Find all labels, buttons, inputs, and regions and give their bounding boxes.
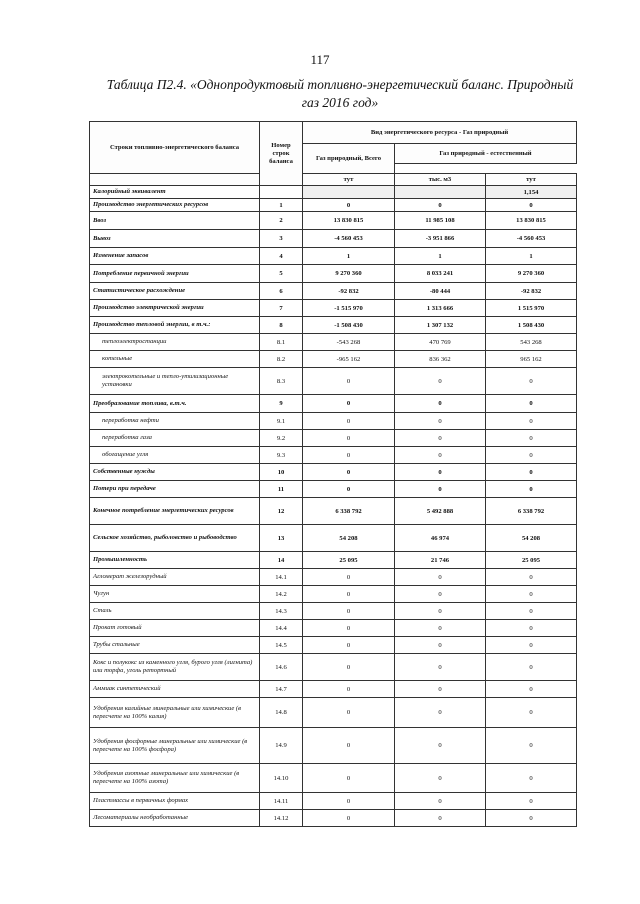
row-name: Статистическое расхождение (90, 283, 260, 300)
row-label-header: Строки топливно-энергетического баланса (90, 122, 260, 174)
table-row (90, 586, 577, 603)
row-value-2: 0 (395, 637, 486, 654)
row-value-1: 9 270 360 (303, 265, 395, 283)
row-value-2: 21 746 (395, 552, 486, 569)
row-value-1: 0 (303, 586, 395, 603)
table-row (90, 681, 577, 698)
table-row (90, 728, 577, 764)
page-number: 117 (310, 52, 330, 67)
row-value-3: 0 (486, 413, 577, 430)
table-row (90, 395, 577, 413)
row-value-1: 0 (303, 199, 395, 212)
row-value-2: 0 (395, 764, 486, 793)
row-value-2: 8 033 241 (395, 265, 486, 283)
row-value-1: 13 830 815 (303, 212, 395, 230)
table-row (90, 464, 577, 481)
caption-line-1: Таблица П2.4. «Однопродуктовый топливно-энергетический баланс. Природный (106, 77, 574, 92)
row-code: 14.2 (260, 586, 303, 603)
row-value-3: -4 560 453 (486, 230, 577, 248)
row-name: Конечное потребление энергетических ресурсов (90, 498, 260, 525)
row-code: 14.9 (260, 728, 303, 764)
row-value-2: 0 (395, 395, 486, 413)
row-name: теплоэлектростанции (90, 334, 260, 351)
row-value-3: 0 (486, 430, 577, 447)
row-value-3: 0 (486, 395, 577, 413)
row-value-1: -1 508 430 (303, 317, 395, 334)
row-code: 8.3 (260, 368, 303, 395)
row-value-2: 1 313 666 (395, 300, 486, 317)
table-row (90, 810, 577, 827)
table-row (90, 793, 577, 810)
table-row (90, 413, 577, 430)
row-code: 8.1 (260, 334, 303, 351)
row-value-3: 0 (486, 637, 577, 654)
row-value-1: 0 (303, 569, 395, 586)
row-code: 14.1 (260, 569, 303, 586)
table-row (90, 620, 577, 637)
code-header: Номер строк баланса (260, 122, 303, 186)
row-value-3: 0 (486, 464, 577, 481)
table-body (90, 186, 577, 827)
row-value-1 (303, 186, 395, 199)
table-row (90, 300, 577, 317)
row-value-1: 0 (303, 764, 395, 793)
row-code: 10 (260, 464, 303, 481)
row-value-1: 0 (303, 447, 395, 464)
row-code: 14.3 (260, 603, 303, 620)
row-value-3: 13 830 815 (486, 212, 577, 230)
row-code: 3 (260, 230, 303, 248)
row-value-3: 0 (486, 368, 577, 395)
row-code: 14.6 (260, 654, 303, 681)
row-value-1: 0 (303, 793, 395, 810)
row-name: Производство тепловой энергии, в т.ч.: (90, 317, 260, 334)
table-row (90, 525, 577, 552)
table-row (90, 368, 577, 395)
row-value-1: 0 (303, 620, 395, 637)
row-value-2: 0 (395, 810, 486, 827)
row-name: электрокотельные и тепло-утилизационные установки (90, 368, 260, 395)
row-value-3: 0 (486, 654, 577, 681)
row-value-3: 25 095 (486, 552, 577, 569)
row-value-3: 0 (486, 569, 577, 586)
row-value-1: 0 (303, 481, 395, 498)
column-header-total: Газ природный, Всего (303, 144, 395, 174)
row-value-3: 0 (486, 728, 577, 764)
row-code: 14.11 (260, 793, 303, 810)
table-row (90, 186, 577, 199)
row-value-3: 0 (486, 810, 577, 827)
caption-line-2: газ 2016 год» (301, 95, 379, 110)
row-value-3: 1,154 (486, 186, 577, 199)
row-value-1: 54 208 (303, 525, 395, 552)
row-code: 9 (260, 395, 303, 413)
row-code: 4 (260, 248, 303, 265)
resource-group-header: Вид энергетического ресурса - Газ природный (303, 122, 577, 144)
row-value-1: -543 268 (303, 334, 395, 351)
row-value-1: -92 832 (303, 283, 395, 300)
row-value-1: 0 (303, 681, 395, 698)
row-value-3: 0 (486, 681, 577, 698)
row-code (260, 186, 303, 199)
row-value-1: 0 (303, 654, 395, 681)
row-value-2: 0 (395, 586, 486, 603)
row-value-2: 0 (395, 654, 486, 681)
row-name: Преобразование топлива, в.т.ч. (90, 395, 260, 413)
table-row (90, 698, 577, 728)
unit-header-1: тут (303, 174, 395, 186)
row-name: Агломерат железорудный (90, 569, 260, 586)
row-value-1: 0 (303, 810, 395, 827)
row-value-2: 470 769 (395, 334, 486, 351)
row-code: 8.2 (260, 351, 303, 368)
row-code: 1 (260, 199, 303, 212)
table-row (90, 498, 577, 525)
row-code: 14.5 (260, 637, 303, 654)
row-code: 7 (260, 300, 303, 317)
row-value-3: 0 (486, 199, 577, 212)
row-code: 12 (260, 498, 303, 525)
table-row (90, 199, 577, 212)
row-name: Аммиак синтетический (90, 681, 260, 698)
row-value-2: 1 307 132 (395, 317, 486, 334)
row-name: Удобрения фосфорные минеральные или химические (в пересчете на 100% фосфора) (90, 728, 260, 764)
row-value-1: -4 560 453 (303, 230, 395, 248)
row-value-3: 1 508 430 (486, 317, 577, 334)
row-value-2: 0 (395, 728, 486, 764)
row-code: 14.12 (260, 810, 303, 827)
row-code: 14.10 (260, 764, 303, 793)
row-value-2: -3 951 866 (395, 230, 486, 248)
row-value-2: 0 (395, 681, 486, 698)
table-row (90, 430, 577, 447)
row-name: Лесоматериалы необработанные (90, 810, 260, 827)
row-name: переработка газа (90, 430, 260, 447)
row-value-3: 0 (486, 620, 577, 637)
row-value-2: 0 (395, 481, 486, 498)
row-value-2: 46 974 (395, 525, 486, 552)
row-value-3: 0 (486, 698, 577, 728)
row-value-3: 1 515 970 (486, 300, 577, 317)
row-code: 6 (260, 283, 303, 300)
row-value-1: 0 (303, 413, 395, 430)
row-code: 9.3 (260, 447, 303, 464)
row-name: Промышленность (90, 552, 260, 569)
table-row (90, 569, 577, 586)
row-value-1: 25 095 (303, 552, 395, 569)
row-value-1: 0 (303, 698, 395, 728)
row-value-1: 0 (303, 728, 395, 764)
row-value-3: 0 (486, 764, 577, 793)
row-name: Производство энергетических ресурсов (90, 199, 260, 212)
column-header-natural: Газ природный - естественный (395, 144, 577, 164)
unit-header-spacer (90, 174, 260, 186)
row-value-1: 0 (303, 430, 395, 447)
row-name: Потери при передаче (90, 481, 260, 498)
row-value-3: 965 162 (486, 351, 577, 368)
row-code: 8 (260, 317, 303, 334)
table-row (90, 447, 577, 464)
row-code: 9.2 (260, 430, 303, 447)
row-code: 14 (260, 552, 303, 569)
row-code: 9.1 (260, 413, 303, 430)
table-row (90, 603, 577, 620)
row-name: Прокат готовый (90, 620, 260, 637)
row-code: 2 (260, 212, 303, 230)
row-value-1: 0 (303, 603, 395, 620)
row-value-2: 0 (395, 620, 486, 637)
row-value-2: 11 985 108 (395, 212, 486, 230)
row-value-2: 0 (395, 464, 486, 481)
table-row (90, 283, 577, 300)
row-value-1: -1 515 970 (303, 300, 395, 317)
row-name: Собственные нужды (90, 464, 260, 481)
row-value-3: 543 268 (486, 334, 577, 351)
row-value-3: -92 832 (486, 283, 577, 300)
energy-balance-table (89, 121, 577, 827)
row-name: Изменение запасов (90, 248, 260, 265)
row-name: Удобрения калийные минеральные или химические (в пересчете на 100% калия) (90, 698, 260, 728)
unit-header-2: тыс. м3 (395, 174, 486, 186)
row-name: Сельское хозяйство, рыболовство и рыбоводство (90, 525, 260, 552)
row-value-2: 0 (395, 698, 486, 728)
row-code: 14.8 (260, 698, 303, 728)
table-header (90, 122, 577, 186)
row-name: Вывоз (90, 230, 260, 248)
row-name: Кокс и полукокс из каменного угля, бурого угля (лигнита) или торфа, уголь ретортный (90, 654, 260, 681)
row-value-2: 0 (395, 430, 486, 447)
table-row (90, 552, 577, 569)
row-name: Производство электрической энергии (90, 300, 260, 317)
row-value-2: 0 (395, 413, 486, 430)
row-value-1: 6 338 792 (303, 498, 395, 525)
row-name: Сталь (90, 603, 260, 620)
row-value-3: 1 (486, 248, 577, 265)
table-row (90, 265, 577, 283)
row-value-3: 0 (486, 586, 577, 603)
row-value-1: 0 (303, 368, 395, 395)
row-name: Калорийный эквивалент (90, 186, 260, 199)
table-row (90, 654, 577, 681)
row-value-3: 0 (486, 793, 577, 810)
row-name: обогащение угля (90, 447, 260, 464)
table-row (90, 764, 577, 793)
table-row (90, 481, 577, 498)
row-code: 11 (260, 481, 303, 498)
table-row (90, 637, 577, 654)
row-code: 14.4 (260, 620, 303, 637)
row-name: котельные (90, 351, 260, 368)
row-value-2: 0 (395, 793, 486, 810)
row-value-2: 0 (395, 368, 486, 395)
table-row (90, 248, 577, 265)
table-row (90, 230, 577, 248)
row-value-3: 0 (486, 481, 577, 498)
row-code: 13 (260, 525, 303, 552)
row-value-2: 836 362 (395, 351, 486, 368)
row-name: Пластмассы в первичных формах (90, 793, 260, 810)
row-value-3: 54 208 (486, 525, 577, 552)
row-value-1: 0 (303, 637, 395, 654)
row-name: Трубы стальные (90, 637, 260, 654)
unit-header-3: тут (486, 174, 577, 186)
row-value-2 (395, 186, 486, 199)
row-value-3: 0 (486, 447, 577, 464)
row-name: Удобрения азотные минеральные или химические (в пересчете на 100% азота) (90, 764, 260, 793)
row-value-1: 1 (303, 248, 395, 265)
row-value-2: 0 (395, 199, 486, 212)
row-value-2: 0 (395, 603, 486, 620)
table-row (90, 351, 577, 368)
table-row (90, 212, 577, 230)
row-value-1: -965 162 (303, 351, 395, 368)
table-caption (90, 76, 590, 112)
row-value-2: 0 (395, 569, 486, 586)
row-name: Потребление первичной энергии (90, 265, 260, 283)
row-code: 14.7 (260, 681, 303, 698)
row-value-3: 9 270 360 (486, 265, 577, 283)
table-row (90, 317, 577, 334)
row-name: переработка нефти (90, 413, 260, 430)
row-value-2: 0 (395, 447, 486, 464)
row-value-3: 0 (486, 603, 577, 620)
row-value-2: -80 444 (395, 283, 486, 300)
row-value-1: 0 (303, 464, 395, 481)
row-value-2: 1 (395, 248, 486, 265)
row-value-1: 0 (303, 395, 395, 413)
table-row (90, 334, 577, 351)
row-value-2: 5 492 888 (395, 498, 486, 525)
row-value-3: 6 338 792 (486, 498, 577, 525)
row-code: 5 (260, 265, 303, 283)
row-name: Чугун (90, 586, 260, 603)
row-name: Ввоз (90, 212, 260, 230)
